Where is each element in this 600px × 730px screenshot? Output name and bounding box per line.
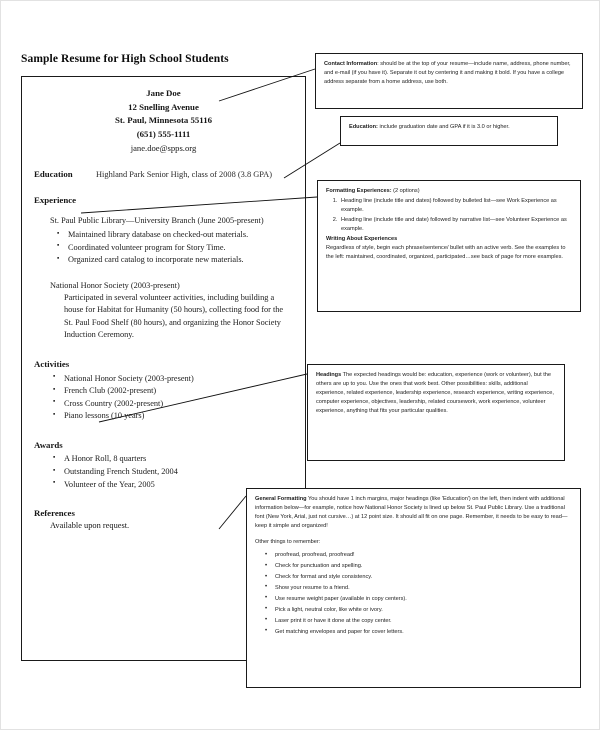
annotation-other-label: Other things to remember: — [255, 539, 321, 546]
annotation-body: : should be at the top of your resume—include name, address, phone number, and e-mail (if you have it). Separate it out by centering it and making it bold. If you have a college address separate from a home address, use both. — [324, 61, 571, 86]
annotation-sub-heading: Writing About Experiences — [326, 235, 398, 242]
contact-city-state-zip: St. Paul, Minnesota 55116 — [114, 115, 213, 126]
list-item: ▪ Cross Country (2002-present) — [64, 398, 293, 411]
annotation-headings — [307, 364, 565, 461]
activities-heading: Activities — [34, 359, 70, 370]
list-item: ▪ Piano lessons (10 years) — [64, 410, 293, 423]
list-item: ▪ National Honor Society (2003-present) — [64, 373, 293, 386]
list-item: • Laser print it or have it done at the copy center. — [275, 616, 572, 627]
experience-entry-title: National Honor Society (2003-present) — [50, 280, 180, 290]
list-item: • Check for punctuation and spelling. — [275, 561, 572, 572]
experience-entry-title: St. Paul Public Library—University Branch (June 2005-present) — [50, 216, 264, 226]
list-item: • Get matching envelopes and paper for cover letters. — [275, 627, 572, 638]
list-item: ▪ French Club (2002-present) — [64, 385, 293, 398]
contact-phone: (651) 555-1111 — [136, 128, 191, 139]
annotation-body: The expected headings would be: education, experience (work or volunteer), but the others are up to you. Use the ones that work best. Other possibilities: skills, additional experience, related experience, leadership experience, research experience, writing experience, computer experience, objectives, leadership, related coursework, work experience, volunteer experience, anything that fits your particular qualities. — [316, 372, 554, 415]
education-heading: Education — [34, 168, 73, 179]
list-item: • Pick a light, neutral color, like white or ivory. — [275, 605, 572, 616]
annotation-body: include graduation date and GPA if it is 3.0 or higher. — [377, 124, 510, 130]
experience-narrative: Participated in several volunteer activities, including building a house for Habitat for Humanity (50 hours), collecting food for the St. Paul Food Shelf (80 hours), and organizing the Honor Society Induction Ceremony. — [64, 292, 284, 340]
references-heading: References — [34, 508, 75, 519]
list-item: • proofread, proofread, proofread! — [275, 550, 572, 561]
list-item: 2. Heading line (include title and date) followed by narrative list—see Volunteer Experience as example. — [339, 216, 572, 234]
list-item: ▪ Outstanding French Student, 2004 — [64, 466, 293, 479]
annotation-label: Education: — [349, 124, 378, 130]
page-title: Sample Resume for High School Students — [21, 53, 229, 65]
education-section — [34, 168, 293, 181]
list-item: ▪ Volunteer of the Year, 2005 — [64, 479, 293, 492]
annotation-body: (2 options) — [391, 188, 420, 194]
contact-street: 12 Snelling Avenue — [128, 101, 199, 112]
annotation-tip-list — [255, 550, 572, 637]
list-item: ▪ Organized card catalog to incorporate new materials. — [68, 254, 293, 267]
list-item: • Check for format and style consistency. — [275, 572, 572, 583]
list-item: 1. Heading line (include title and dates) followed by bulleted list—see Work Experience as example. — [339, 197, 572, 215]
list-item: ▪ A Honor Roll, 8 quarters — [64, 453, 293, 466]
awards-heading: Awards — [34, 439, 63, 450]
annotation-label: Formatting Experiences: — [326, 188, 392, 194]
references-value: Available upon request. — [50, 520, 130, 530]
experience-bullet-list — [34, 229, 293, 267]
contact-block — [34, 87, 293, 155]
annotation-contact-information — [315, 53, 583, 109]
annotation-general-formatting — [246, 488, 581, 688]
annotation-sub-body: Regardless of style, begin each phrase/sentence/ bullet with an active verb. See the examples to the left: maintained, coordinated, organized, participated…see back of page for more examples. — [326, 244, 566, 260]
list-item: ▪ Coordinated volunteer program for Story Time. — [68, 242, 293, 255]
annotation-label: Headings — [316, 372, 342, 378]
annotation-formatting-experiences — [317, 180, 581, 312]
contact-name: Jane Doe — [146, 88, 181, 98]
experience-heading: Experience — [34, 194, 77, 205]
awards-bullet-list — [34, 453, 293, 491]
annotation-label: Contact Information — [324, 61, 378, 67]
annotation-option-list — [326, 197, 572, 234]
list-item: • Use resume weight paper (available in copy centers). — [275, 594, 572, 605]
annotation-education — [340, 116, 558, 146]
annotation-body: You should have 1 inch margins, major headings (like 'Education') on the left, then indent with additional information below—for example, notice how National Honor Society is lined up below St. Paul Public Library. Use a traditional font (New York, Arial, just not cursive…) at 12 point size. It should all fit on one page. Remember, it needs to be easy to read—keep it simple and organized! — [255, 496, 568, 530]
list-item: • Show your resume to a friend. — [275, 583, 572, 594]
contact-email: jane.doe@spps.org — [130, 142, 197, 153]
annotation-label: General Formatting — [255, 496, 307, 502]
list-item: ▪ Maintained library database on checked-out materials. — [68, 229, 293, 242]
education-value: Highland Park Senior High, class of 2008 (3.8 GPA) — [96, 169, 273, 179]
activities-bullet-list — [34, 373, 293, 423]
